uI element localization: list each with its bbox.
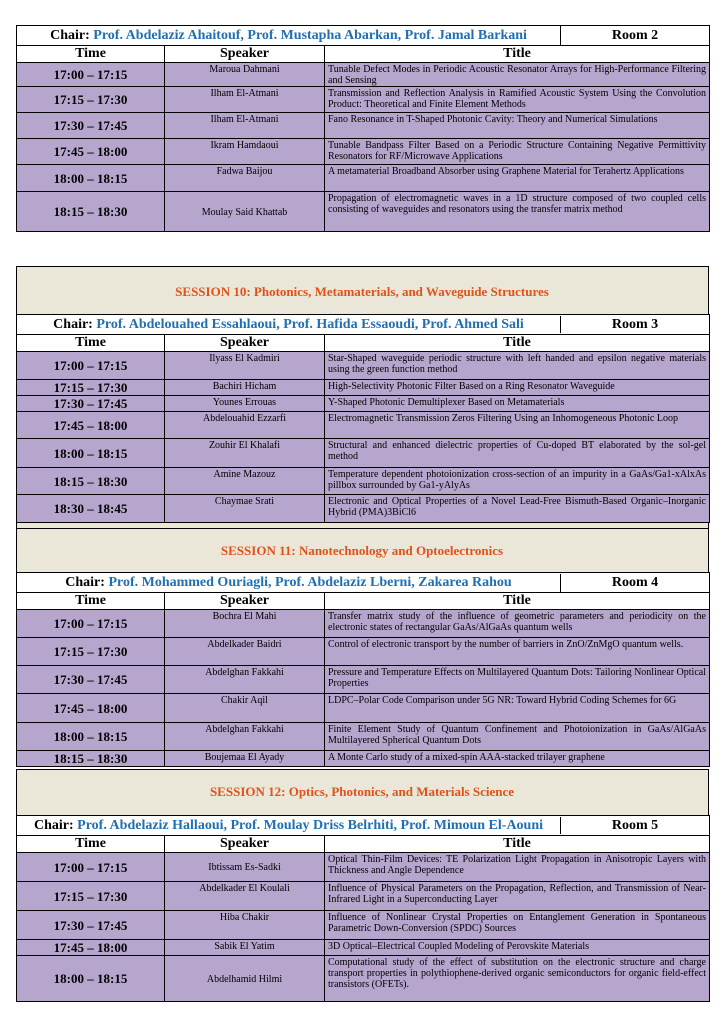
speaker-cell: Ilham El-Atmani xyxy=(165,113,325,139)
title-cell: Electronic and Optical Properties of a Novel Lead-Free Bismuth-Based Organic–Inorganic Hybrid (PMA)3BiCl6 xyxy=(325,495,710,523)
schedule-block-room-2 xyxy=(16,25,709,232)
table-row xyxy=(17,751,710,767)
title-cell: Finite Element Study of Quantum Confinement and Photoionization in GaAs/AlGaAs Multilayered Spherical Quantum Dots xyxy=(325,723,710,751)
schedule-block-room-4 xyxy=(16,572,709,767)
table-row xyxy=(17,853,710,882)
time-cell: 17:00 – 17:15 xyxy=(17,352,165,380)
speaker-cell: Chakir Aqil xyxy=(165,694,325,723)
time-cell: 17:00 – 17:15 xyxy=(17,610,165,638)
speaker-cell: Moulay Said Khattab xyxy=(165,192,325,232)
table-row xyxy=(17,956,710,1002)
speaker-cell: Abdelouahid Ezzarfi xyxy=(165,412,325,439)
header-time: Time xyxy=(17,46,165,63)
table-row xyxy=(17,87,710,113)
schedule-block-room-5 xyxy=(16,815,709,1002)
chair-label: Chair: xyxy=(33,818,74,833)
title-cell: Structural and enhanced dielectric properties of Cu-doped BT elaborated by the sol-gel method xyxy=(325,439,710,468)
header-title: Title xyxy=(325,335,710,352)
title-cell: Star-Shaped waveguide periodic structure with left handed and epsilon negative materials using the green function method xyxy=(325,352,710,380)
chair-label: Chair: xyxy=(53,317,93,332)
chair-cell xyxy=(17,316,561,333)
speaker-cell: Chaymae Srati xyxy=(165,495,325,523)
chair-cell xyxy=(17,26,561,45)
title-cell: Transmission and Reflection Analysis in Ramified Acoustic System Using the Convolution Product: Theoretical and Finite Element Methods xyxy=(325,87,710,113)
time-cell: 17:45 – 18:00 xyxy=(17,694,165,723)
room-label: Room 3 xyxy=(611,317,659,332)
header-title: Title xyxy=(325,593,710,610)
speaker-cell: Zouhir El Khalafi xyxy=(165,439,325,468)
title-cell: 3D Optical–Electrical Coupled Modeling of Perovskite Materials xyxy=(325,940,710,956)
time-cell: 18:15 – 18:30 xyxy=(17,468,165,495)
header-title: Title xyxy=(325,836,710,853)
table-row xyxy=(17,610,710,638)
table-row xyxy=(17,63,710,87)
table-row xyxy=(17,882,710,911)
speaker-cell: Fadwa Baijou xyxy=(165,165,325,192)
speaker-cell: Sabik El Yatim xyxy=(165,940,325,956)
time-cell: 17:15 – 17:30 xyxy=(17,638,165,666)
table-row xyxy=(17,911,710,940)
time-cell: 18:00 – 18:15 xyxy=(17,956,165,1002)
header-title: Title xyxy=(325,46,710,63)
table-row xyxy=(17,396,710,412)
title-cell: Computational study of the effect of substitution on the electronic structure and charge transport properties in polythiophene-derived organic semiconductors for organic field-effect transistors (OFETs). xyxy=(325,956,710,1002)
table-row xyxy=(17,495,710,523)
table-row xyxy=(17,694,710,723)
speaker-cell: Ibtissam Es-Sadki xyxy=(165,853,325,882)
title-cell: Influence of Nonlinear Crystal Properties on Entanglement Generation in Spontaneous Parametric Down-Conversion (SPDC) Sources xyxy=(325,911,710,940)
table-row xyxy=(17,192,710,232)
time-cell: 18:15 – 18:30 xyxy=(17,192,165,232)
speaker-cell: Abdelkader Baidri xyxy=(165,638,325,666)
time-cell: 17:30 – 17:45 xyxy=(17,396,165,412)
time-cell: 17:15 – 17:30 xyxy=(17,882,165,911)
title-cell: LDPC–Polar Code Comparison under 5G NR: Toward Hybrid Coding Schemes for 6G xyxy=(325,694,710,723)
speaker-cell: Maroua Dahmani xyxy=(165,63,325,87)
table-row xyxy=(17,352,710,380)
table-row xyxy=(17,113,710,139)
chair-names: Prof. Abdelouahed Essahlaoui, Prof. Hafida Essaoudi, Prof. Ahmed Sali xyxy=(96,317,524,332)
speaker-cell: Abdelhamid Hilmi xyxy=(165,956,325,1002)
session-title: SESSION 11: Nanotechnology and Optoelectronics xyxy=(220,543,504,558)
title-cell: Tunable Bandpass Filter Based on a Periodic Structure Containing Negative Permittivity Resonators for RF/Microwave Applications xyxy=(325,139,710,165)
time-cell: 17:30 – 17:45 xyxy=(17,113,165,139)
speaker-cell: Abdelkader El Koulali xyxy=(165,882,325,911)
time-cell: 18:00 – 18:15 xyxy=(17,723,165,751)
session-title: SESSION 10: Photonics, Metamaterials, and Waveguide Structures xyxy=(175,284,549,299)
time-cell: 17:15 – 17:30 xyxy=(17,380,165,396)
time-cell: 17:45 – 18:00 xyxy=(17,139,165,165)
speaker-cell: Boujemaa El Ayady xyxy=(165,751,325,767)
speaker-cell: Hiba Chakir xyxy=(165,911,325,940)
title-cell: Tunable Defect Modes in Periodic Acoustic Resonator Arrays for High-Performance Filtering and Sensing xyxy=(325,63,710,87)
table-row xyxy=(17,412,710,439)
header-time: Time xyxy=(17,335,165,352)
table-row xyxy=(17,139,710,165)
time-cell: 17:00 – 17:15 xyxy=(17,853,165,882)
header-speaker: Speaker xyxy=(165,335,325,352)
speaker-cell: Bachiri Hicham xyxy=(165,380,325,396)
room-label: Room 2 xyxy=(611,28,659,43)
speaker-cell: Bochra El Mahi xyxy=(165,610,325,638)
schedule-block-room-3 xyxy=(16,314,709,523)
title-cell: Transfer matrix study of the influence of geometric parameters and periodicity on the electronic states of rectangular GaAs/AlGaAs quantum wells xyxy=(325,610,710,638)
header-speaker: Speaker xyxy=(165,836,325,853)
speaker-cell: Ilham El-Atmani xyxy=(165,87,325,113)
speaker-cell: Abdelghan Fakkahi xyxy=(165,666,325,694)
title-cell: Fano Resonance in T-Shaped Photonic Cavity: Theory and Numerical Simulations xyxy=(325,113,710,139)
time-cell: 18:15 – 18:30 xyxy=(17,751,165,767)
header-time: Time xyxy=(17,836,165,853)
speaker-cell: Younes Errouas xyxy=(165,396,325,412)
title-cell: Control of electronic transport by the number of barriers in ZnO/ZnMgO quantum wells. xyxy=(325,638,710,666)
session-title: SESSION 12: Optics, Photonics, and Materials Science xyxy=(209,784,515,799)
table-row xyxy=(17,380,710,396)
title-cell: Y-Shaped Photonic Demultiplexer Based on Metamaterials xyxy=(325,396,710,412)
schedule-table xyxy=(16,25,710,232)
title-cell: A metamaterial Broadband Absorber using Graphene Material for Terahertz Applications xyxy=(325,165,710,192)
speaker-cell: Amine Mazouz xyxy=(165,468,325,495)
chair-names: Prof. Abdelaziz Ahaitouf, Prof. Mustapha Abarkan, Prof. Jamal Barkani xyxy=(93,28,527,43)
schedule-table xyxy=(16,314,710,523)
time-cell: 18:00 – 18:15 xyxy=(17,439,165,468)
table-row xyxy=(17,940,710,956)
time-cell: 18:00 – 18:15 xyxy=(17,165,165,192)
title-cell: A Monte Carlo study of a mixed-spin AAA-stacked trilayer graphene xyxy=(325,751,710,767)
chair-names: Prof. Abdelaziz Hallaoui, Prof. Moulay Driss Belrhiti, Prof. Mimoun El-Aouni xyxy=(77,818,544,833)
table-row xyxy=(17,666,710,694)
time-cell: 17:15 – 17:30 xyxy=(17,87,165,113)
speaker-cell: Abdelghan Fakkahi xyxy=(165,723,325,751)
speaker-cell: Ikram Hamdaoui xyxy=(165,139,325,165)
title-cell: Influence of Physical Parameters on the Propagation, Reflection, and Transmission of Near-Infrared Light in a Superconducting Layer xyxy=(325,882,710,911)
room-label: Room 5 xyxy=(611,818,659,833)
table-row xyxy=(17,468,710,495)
title-cell: High-Selectivity Photonic Filter Based on a Ring Resonator Waveguide xyxy=(325,380,710,396)
chair-label: Chair: xyxy=(65,574,105,590)
title-cell: Optical Thin-Film Devices: TE Polarization Light Propagation in Anisotropic Layers with Thickness and Angle Dependence xyxy=(325,853,710,882)
title-cell: Propagation of electromagnetic waves in a 1D structure composed of two coupled cells consisting of waveguides and resonators using the transfer matrix method xyxy=(325,192,710,232)
schedule-table xyxy=(16,815,710,1002)
chair-label: Chair: xyxy=(50,28,90,43)
header-speaker: Speaker xyxy=(165,593,325,610)
speaker-cell: Ilyass El Kadmiri xyxy=(165,352,325,380)
time-cell: 17:30 – 17:45 xyxy=(17,666,165,694)
schedule-table xyxy=(16,572,710,767)
chair-names: Prof. Mohammed Ouriagli, Prof. Abdelaziz Lberni, Zakarea Rahou xyxy=(108,574,512,590)
table-row xyxy=(17,439,710,468)
header-speaker: Speaker xyxy=(165,46,325,63)
title-cell: Temperature dependent photoionization cross-section of an impurity in a GaAs/Ga1-xAlxAs pillbox surrounded by Ga1-yAlyAs xyxy=(325,468,710,495)
table-row xyxy=(17,638,710,666)
room-label: Room 4 xyxy=(611,574,659,590)
title-cell: Electromagnetic Transmission Zeros Filtering Using an Inhomogeneous Photonic Loop xyxy=(325,412,710,439)
chair-cell xyxy=(17,817,561,834)
header-time: Time xyxy=(17,593,165,610)
time-cell: 17:45 – 18:00 xyxy=(17,940,165,956)
time-cell: 17:00 – 17:15 xyxy=(17,63,165,87)
time-cell: 17:30 – 17:45 xyxy=(17,911,165,940)
time-cell: 18:30 – 18:45 xyxy=(17,495,165,523)
chair-cell xyxy=(17,574,561,592)
table-row xyxy=(17,723,710,751)
time-cell: 17:45 – 18:00 xyxy=(17,412,165,439)
table-row xyxy=(17,165,710,192)
title-cell: Pressure and Temperature Effects on Multilayered Quantum Dots: Tailoring Nonlinear Optical Properties xyxy=(325,666,710,694)
